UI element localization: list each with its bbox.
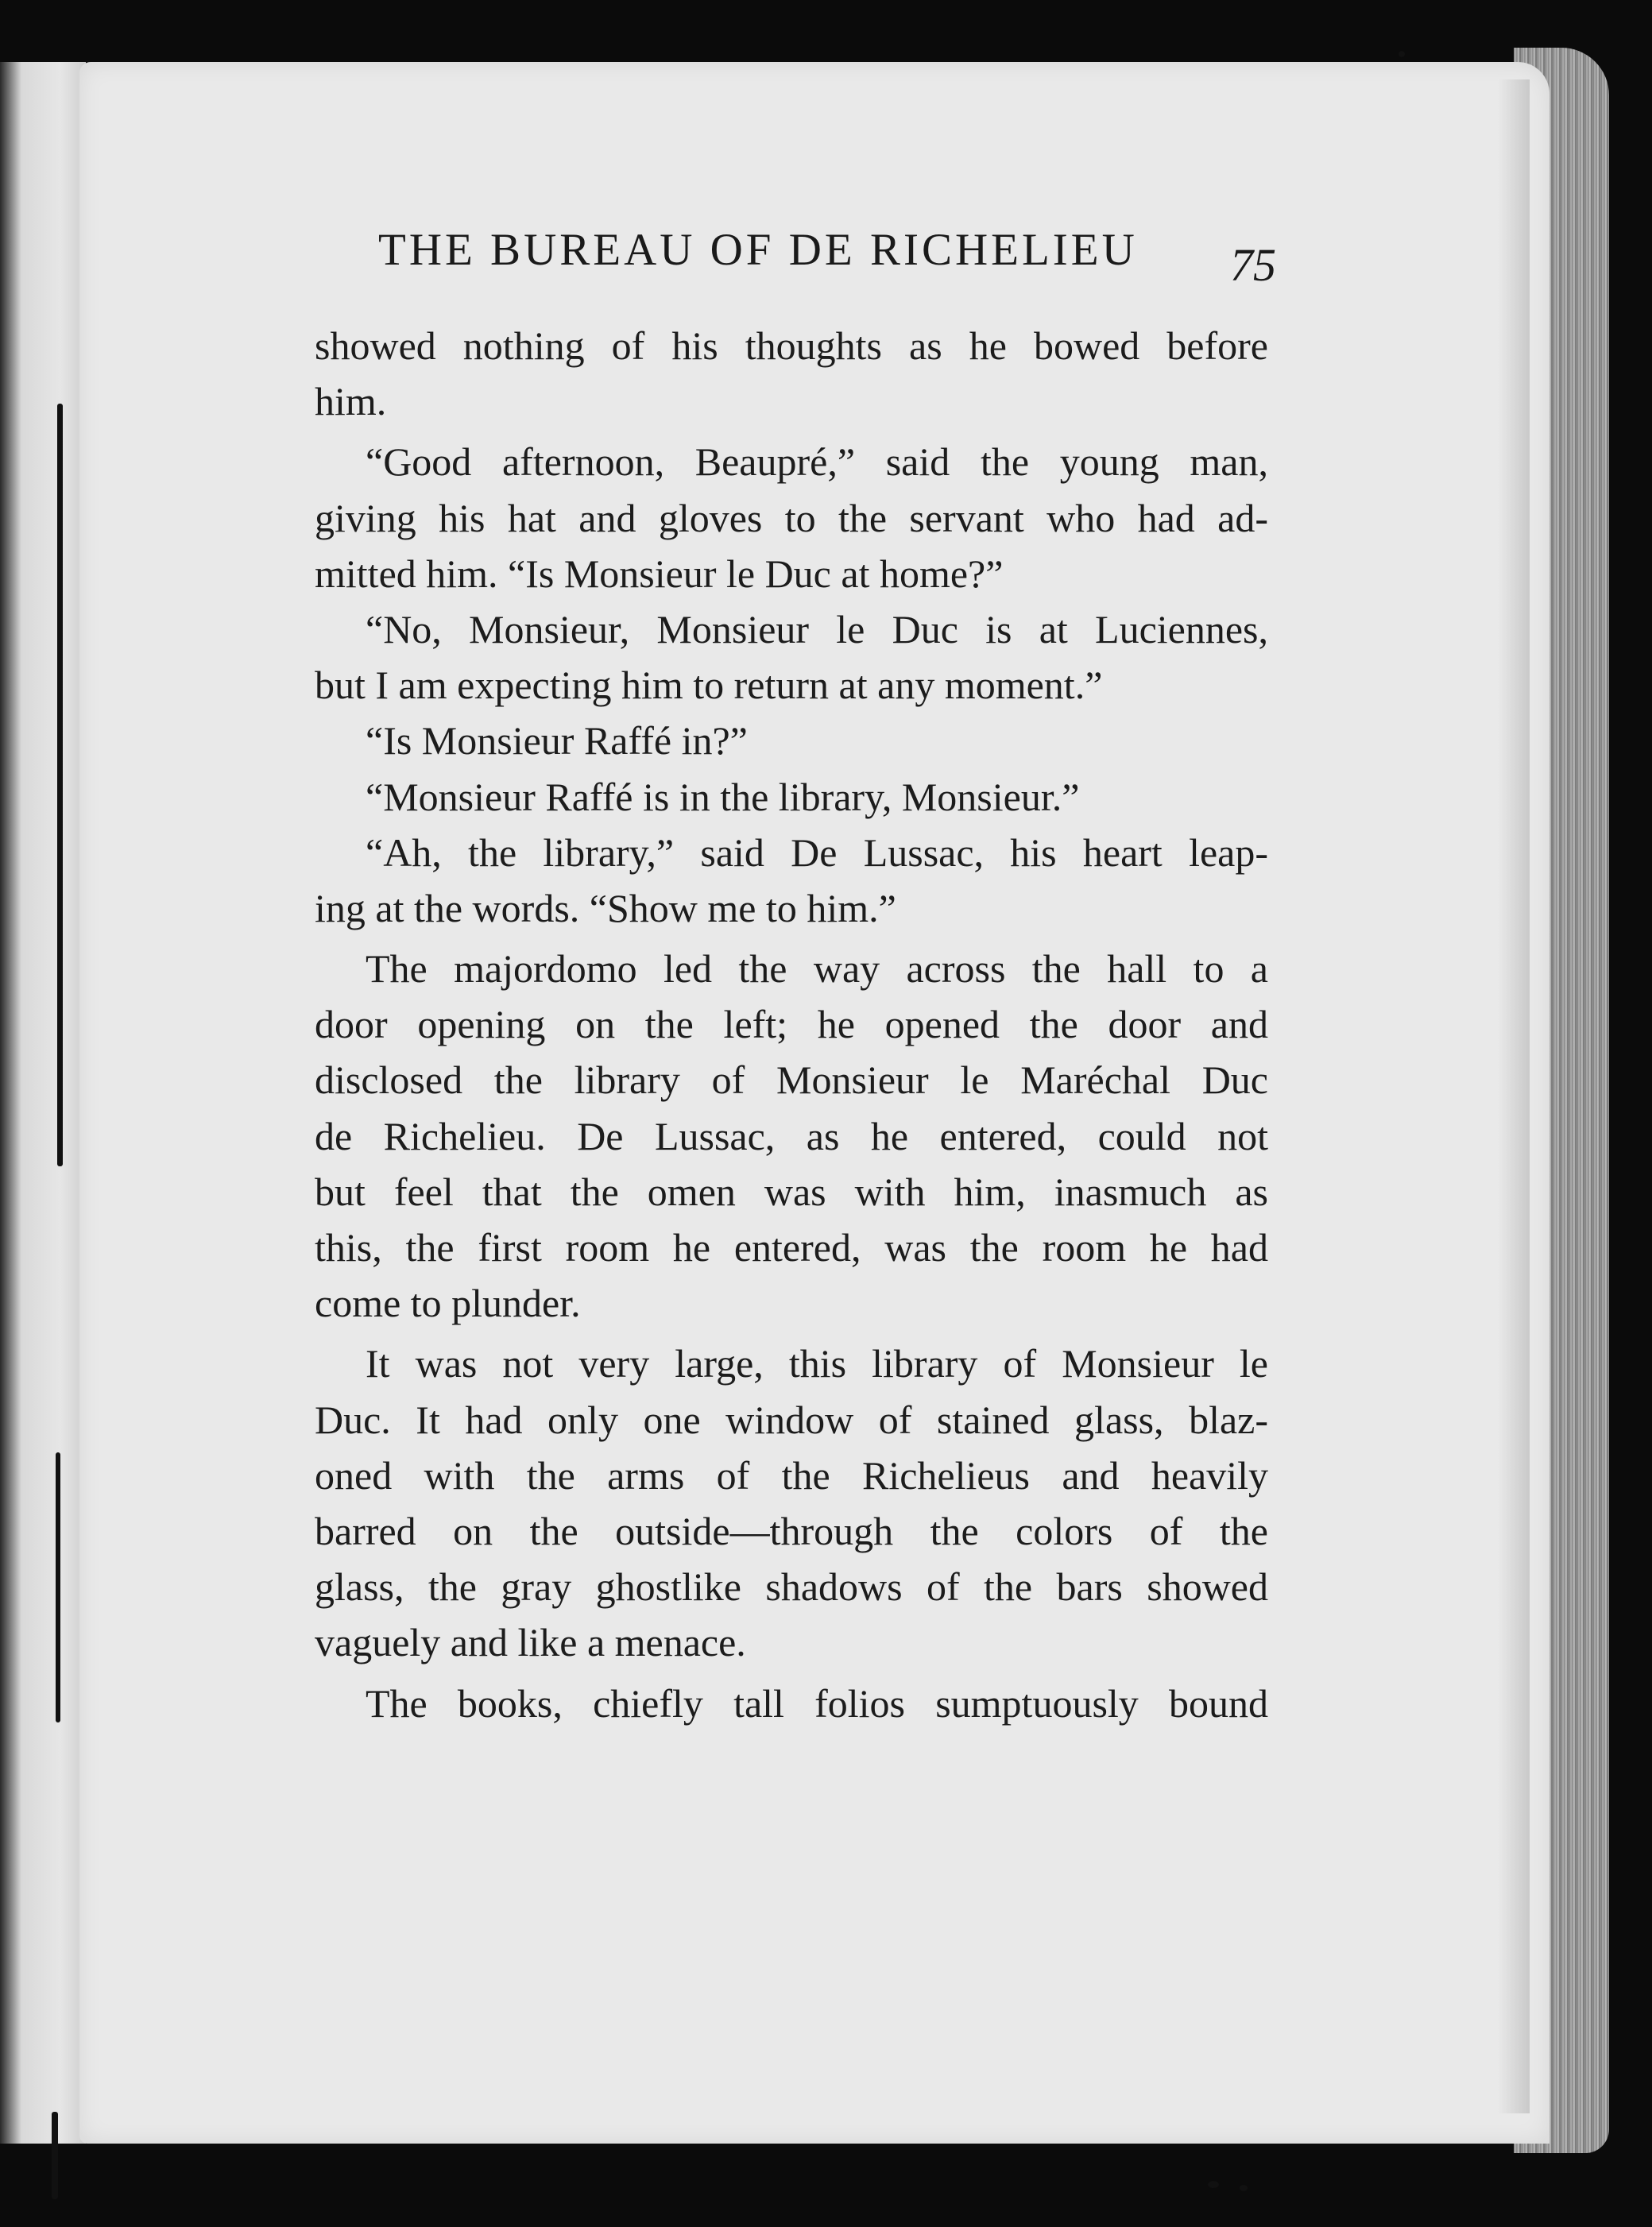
page-number: 75 — [1230, 239, 1276, 291]
text-line: Duc. It had only one window of stained glass, blaz- — [315, 1397, 1268, 1442]
body-text — [315, 318, 1268, 1731]
text-line: oned with the arms of the Richelieus and heavily — [315, 1452, 1268, 1498]
text-line: this, the first room he entered, was the room he had — [315, 1225, 1268, 1270]
page-edge-shade — [1498, 79, 1530, 2113]
gutter-shadow-mark — [52, 2112, 58, 2199]
text-line: de Richelieu. De Lussac, as he entered, could not — [315, 1113, 1268, 1158]
text-line: vaguely and like a menace. — [315, 1620, 746, 1665]
text-line: disclosed the library of Monsieur le Maréchal Duc — [315, 1057, 1268, 1103]
text-line: “Monsieur Raffé is in the library, Monsieur.” — [366, 774, 1080, 819]
text-line: mitted him. “Is Monsieur le Duc at home?” — [315, 551, 1004, 596]
scan-speck — [1240, 2185, 1248, 2191]
text-line: but I am expecting him to return at any moment.” — [315, 663, 1103, 708]
text-line: “No, Monsieur, Monsieur le Duc is at Luciennes, — [366, 606, 1268, 651]
text-line: come to plunder. — [315, 1281, 581, 1326]
text-line: barred on the outside—through the colors of the — [315, 1508, 1268, 1553]
text-line: The books, chiefly tall folios sumptuously bound — [366, 1680, 1268, 1726]
gutter-shadow-mark — [56, 1452, 60, 1722]
facing-page-edge — [0, 62, 86, 2144]
text-line: glass, the gray ghostlike shadows of the bars showed — [315, 1564, 1268, 1610]
text-line: The majordomo led the way across the hall to a — [366, 946, 1268, 992]
text-line: door opening on the left; he opened the door and — [315, 1002, 1268, 1047]
text-line: “Is Monsieur Raffé in?” — [366, 718, 748, 764]
scan-speck — [1399, 51, 1405, 57]
text-line: giving his hat and gloves to the servant who had ad- — [315, 495, 1268, 540]
scan-speck — [1208, 2181, 1219, 2188]
text-line: him. — [315, 379, 387, 424]
text-line: showed nothing of his thoughts as he bowed before — [315, 323, 1268, 368]
text-line: but feel that the omen was with him, inasmuch as — [315, 1169, 1268, 1214]
text-line: It was not very large, this library of Monsieur le — [366, 1341, 1268, 1386]
text-line: ing at the words. “Show me to him.” — [315, 885, 896, 930]
text-line: “Ah, the library,” said De Lussac, his heart leap- — [366, 829, 1268, 875]
text-line: “Good afternoon, Beaupré,” said the young man, — [366, 439, 1268, 485]
gutter-shadow-mark — [57, 404, 63, 1166]
running-head: THE BUREAU OF DE RICHELIEU — [378, 225, 1138, 275]
